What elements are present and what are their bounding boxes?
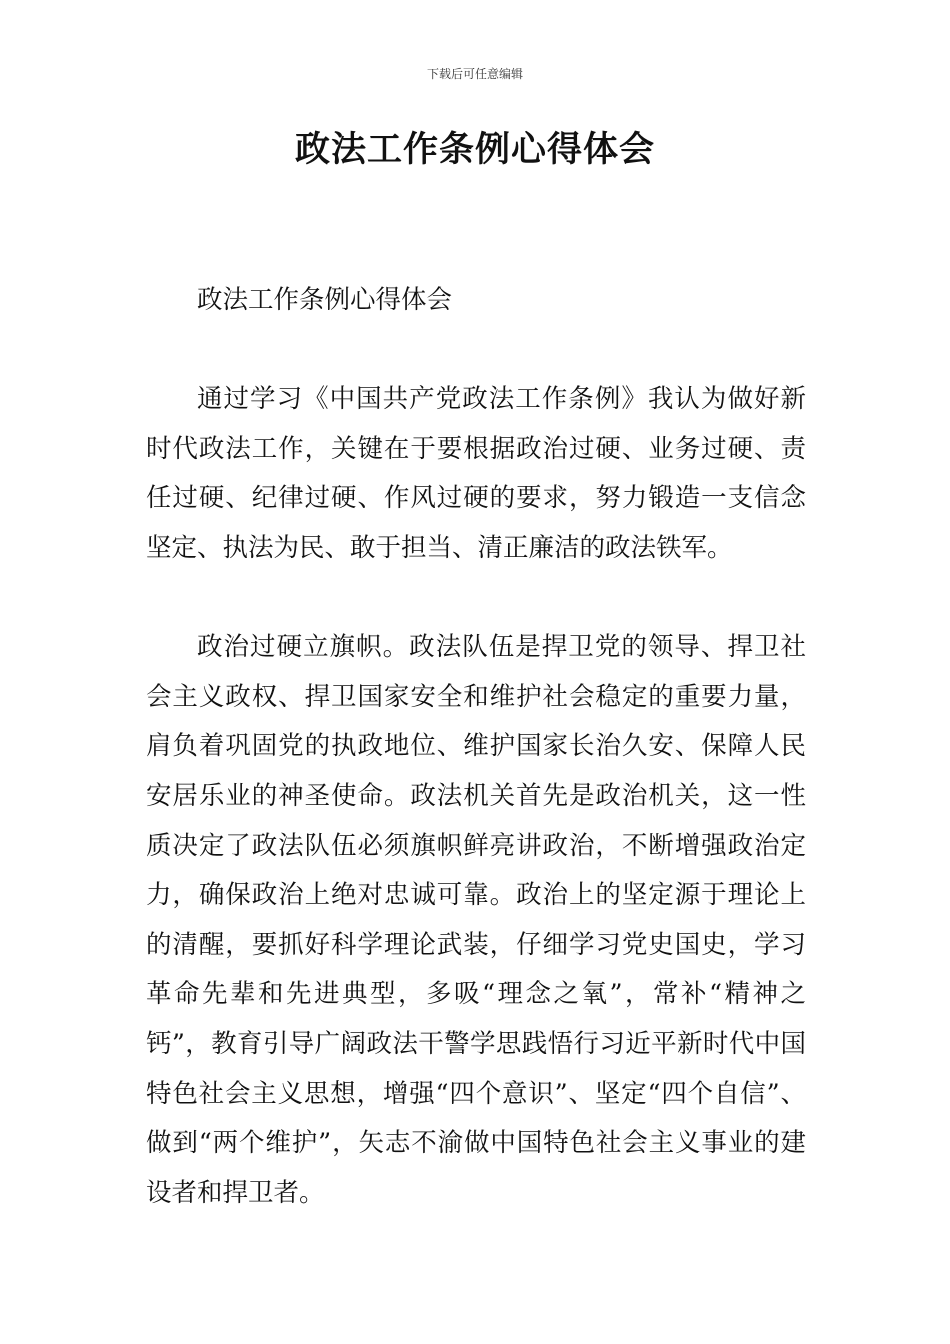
paragraph-intro: 通过学习《中国共产党政法工作条例》我认为做好新时代政法工作，关键在于要根据政治过硬、业务过硬、责任过硬、纪律过硬、作风过硬的要求，努力锻造一支信念坚定、执法为民、敢于担当、清正廉洁的政法铁军。 [146, 384, 806, 563]
document-body [146, 276, 806, 1268]
document-title: 政法工作条例心得体会 [294, 129, 655, 170]
paragraph-political: 政治过硬立旗帜。政法队伍是捍卫党的领导、捍卫社会主义政权、捍卫国家安全和维护社会稳定的重要力量，肩负着巩固党的执政地位、维护国家长治久安、保障人民安居乐业的神圣使命。政法机关首先是政治机关，这一性质决定了政法队伍必须旗帜鲜亮讲政治，不断增强政治定力，确保政治上绝对忠诚可靠。政治上的坚定源于理论上的清醒，要抓好科学理论武装，仔细学习党史国史，学习革命先辈和先进典型，多吸“理念之氧”，常补“精神之钙”，教育引导广阔政法干警学思践悟行习近平新时代中国特色社会主义思想，增强“四个意识”、坚定“四个自信”、做到“两个维护”，矢志不渝做中国特色社会主义事业的建设者和捍卫者。 [146, 632, 806, 1208]
document-subtitle: 政法工作条例心得体会 [197, 285, 453, 315]
header-note: 下载后可任意编辑 [426, 67, 523, 81]
